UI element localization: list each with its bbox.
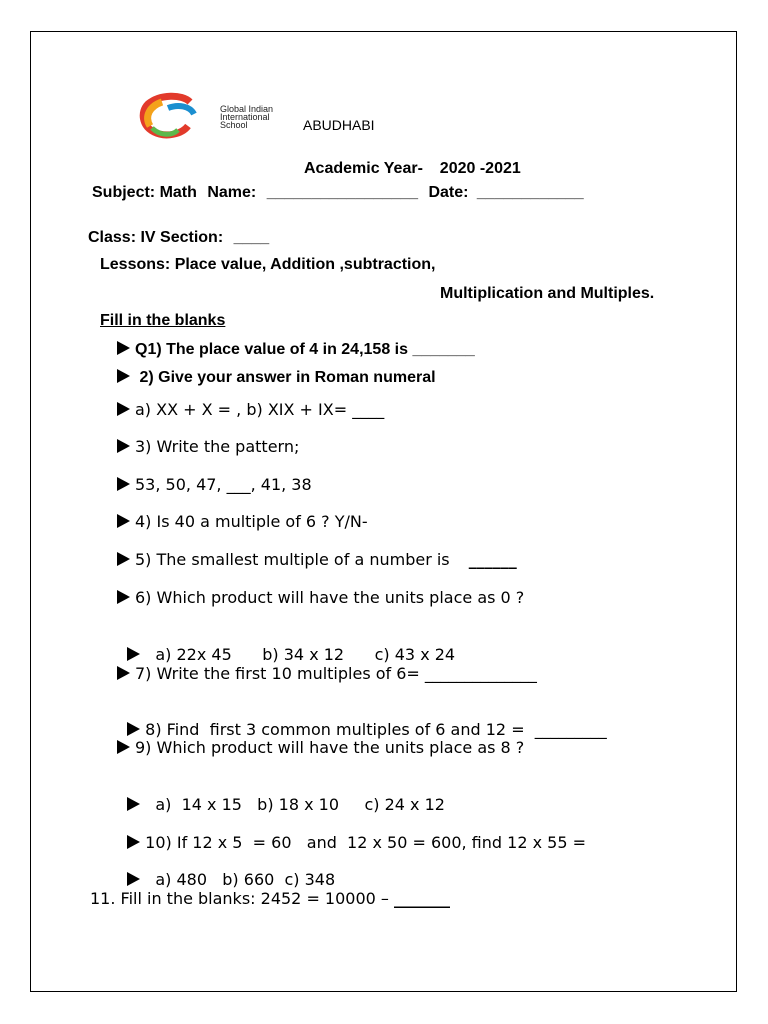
class-section-line: [88, 229, 269, 247]
bullet-triangle-icon: [117, 514, 130, 528]
bullet-triangle-icon: [127, 722, 140, 736]
logo-line-3: School: [220, 120, 248, 130]
bullet-triangle-icon: [117, 341, 130, 355]
logo-line-2: International: [220, 112, 270, 122]
question-3: 3) Write the pattern;: [117, 437, 299, 456]
bullet-triangle-icon: [117, 369, 130, 383]
question-11: 11. Fill in the blanks: 2452 = 10000 – _______: [90, 889, 451, 908]
bullet-triangle-icon: [117, 552, 130, 566]
bullet-triangle-icon: [127, 872, 140, 886]
question-5: 5) The smallest multiple of a number is ______: [117, 550, 517, 569]
question-7: 7) Write the first 10 multiples of 6= ______________: [117, 664, 537, 683]
date-blank: ____________: [476, 184, 584, 201]
section-title: Fill in the blanks: [100, 312, 226, 329]
bullet-triangle-icon: [117, 666, 130, 680]
name-label: Name:: [207, 184, 257, 201]
school-logo: [138, 92, 218, 140]
question-3-pattern: 53, 50, 47, ___, 41, 38: [117, 475, 312, 494]
bullet-triangle-icon: [127, 647, 140, 661]
bullet-triangle-icon: [117, 590, 130, 604]
question-5-blank: ______: [468, 550, 517, 569]
bullet-triangle-icon: [127, 835, 140, 849]
question-1: Q1) The place value of 4 in 24,158 is _______: [117, 341, 475, 359]
bullet-triangle-icon: [117, 477, 130, 491]
logo-line-1: Global Indian: [220, 104, 274, 114]
question-6: 6) Which product will have the units place as 0 ?: [117, 588, 524, 607]
question-9-options: a) 14 x 15 b) 18 x 10 c) 24 x 12: [117, 776, 445, 814]
school-location: ABUDHABI: [303, 117, 375, 133]
question-9: 9) Which product will have the units place as 8 ?: [117, 738, 524, 757]
question-6-options: a) 22x 45 b) 34 x 12 c) 43 x 24: [117, 626, 455, 664]
question-4: 4) Is 40 a multiple of 6 ? Y/N-: [117, 512, 368, 531]
bullet-triangle-icon: [117, 740, 130, 754]
bullet-triangle-icon: [117, 402, 130, 416]
question-11-blank: _______: [394, 889, 451, 908]
academic-year: [304, 160, 521, 178]
lessons-line-1: Lessons: Place value, Addition ,subtraction,: [100, 256, 436, 273]
question-2: 2) Give your answer in Roman numeral: [117, 369, 436, 387]
class-section-label: Class: IV Section:: [88, 229, 224, 246]
academic-year-value: 2020 -2021: [439, 160, 521, 177]
section-blank: ____: [233, 229, 270, 246]
subject-name-date-line: [92, 184, 584, 202]
subject-label: Subject: Math: [92, 184, 197, 201]
school-logo-icon: [138, 92, 218, 140]
question-2-parts: a) XX + X = , b) XIX + IX= ____: [117, 400, 384, 419]
school-logo-text: [220, 105, 273, 129]
question-8: 8) Find first 3 common multiples of 6 and 12 = _________: [117, 701, 607, 739]
bullet-triangle-icon: [127, 797, 140, 811]
question-10: 10) If 12 x 5 = 60 and 12 x 50 = 600, find 12 x 55 =: [117, 814, 586, 852]
date-label: Date:: [428, 184, 469, 201]
name-blank: _________________: [266, 184, 418, 201]
question-10-options: a) 480 b) 660 c) 348: [117, 851, 335, 889]
academic-year-label: Academic Year-: [304, 160, 423, 177]
lessons-line-2: Multiplication and Multiples.: [440, 285, 655, 302]
bullet-triangle-icon: [117, 439, 130, 453]
